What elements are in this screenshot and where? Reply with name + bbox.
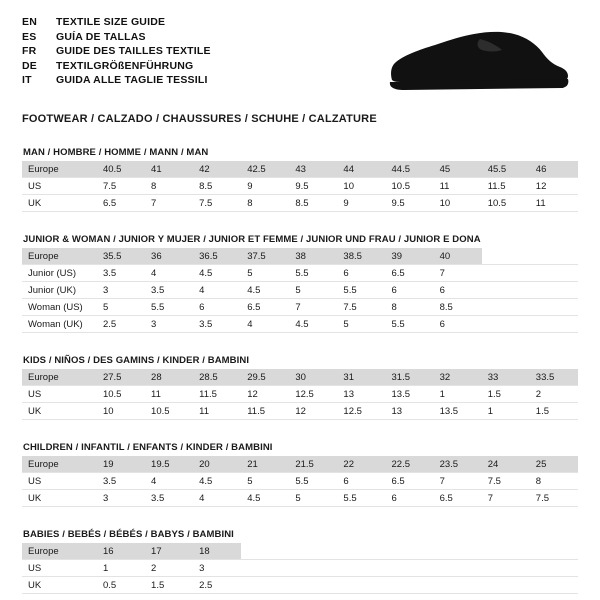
size-cell: 36 — [145, 248, 193, 265]
size-cell: 3.5 — [97, 265, 145, 282]
size-cell: 40 — [434, 248, 482, 265]
size-cell — [530, 577, 578, 594]
size-cell — [482, 265, 530, 282]
size-cell: 10 — [337, 178, 385, 195]
size-cell: 5 — [241, 265, 289, 282]
size-cell: 33 — [482, 369, 530, 386]
size-cell: 12 — [530, 178, 578, 195]
size-cell: 17 — [145, 543, 193, 560]
size-cell: 11.5 — [241, 403, 289, 420]
size-cell — [482, 299, 530, 316]
size-group-label: CHILDREN / INFANTIL / ENFANTS / KINDER / BAMBINI — [23, 442, 273, 453]
size-cell: 18 — [193, 543, 241, 560]
size-cell: 4.5 — [241, 282, 289, 299]
size-cell: 11 — [193, 403, 241, 420]
size-cell: 8.5 — [289, 195, 337, 212]
size-cell: 6 — [337, 473, 385, 490]
size-cell — [386, 543, 434, 560]
size-cell: 33.5 — [530, 369, 578, 386]
size-group-label: BABIES / BEBÉS / BÉBÉS / BABYS / BAMBINI — [23, 529, 234, 540]
size-cell — [289, 543, 337, 560]
table-row — [22, 161, 578, 178]
size-cell: 28.5 — [193, 369, 241, 386]
size-cell: 3.5 — [145, 282, 193, 299]
size-table — [22, 543, 578, 594]
size-cell: 43 — [289, 161, 337, 178]
size-cell: 5 — [337, 316, 385, 333]
size-cell: 5.5 — [337, 490, 385, 507]
table-row — [22, 560, 578, 577]
size-cell: 1 — [434, 386, 482, 403]
size-cell: 8 — [386, 299, 434, 316]
table-row — [22, 490, 578, 507]
row-header: US — [22, 386, 97, 403]
size-cell: 3.5 — [145, 490, 193, 507]
size-cell: 41 — [145, 161, 193, 178]
size-cell: 8.5 — [434, 299, 482, 316]
size-cell: 11 — [145, 386, 193, 403]
size-cell — [241, 560, 289, 577]
size-cell: 2.5 — [97, 316, 145, 333]
row-header: Europe — [22, 369, 97, 386]
size-cell — [530, 299, 578, 316]
size-cell: 7.5 — [337, 299, 385, 316]
size-cell: 4 — [193, 490, 241, 507]
size-cell: 16 — [97, 543, 145, 560]
row-header: Junior (US) — [22, 265, 97, 282]
size-cell: 4 — [145, 265, 193, 282]
size-cell — [482, 560, 530, 577]
size-cell: 38.5 — [337, 248, 385, 265]
size-cell: 11 — [530, 195, 578, 212]
size-cell: 12 — [241, 386, 289, 403]
size-cell: 5.5 — [386, 316, 434, 333]
size-cell: 7.5 — [530, 490, 578, 507]
size-cell: 44.5 — [386, 161, 434, 178]
size-cell: 10.5 — [97, 386, 145, 403]
row-header: Europe — [22, 543, 97, 560]
size-cell: 24 — [482, 456, 530, 473]
language-row — [22, 74, 211, 89]
row-header: US — [22, 178, 97, 195]
row-header: Woman (US) — [22, 299, 97, 316]
language-row — [22, 16, 211, 31]
size-cell: 6 — [337, 265, 385, 282]
language-title: GUIDE DES TAILLES TEXTILE — [56, 45, 211, 57]
size-table — [22, 456, 578, 507]
size-cell: 4 — [145, 473, 193, 490]
size-cell: 28 — [145, 369, 193, 386]
row-header: UK — [22, 403, 97, 420]
row-header: Europe — [22, 456, 97, 473]
size-cell: 6 — [386, 282, 434, 299]
language-title: GUIDA ALLE TAGLIE TESSILI — [56, 74, 208, 86]
size-cell: 8 — [241, 195, 289, 212]
size-cell: 4.5 — [241, 490, 289, 507]
size-cell: 5.5 — [337, 282, 385, 299]
size-group — [22, 355, 578, 420]
size-cell: 20 — [193, 456, 241, 473]
table-row — [22, 473, 578, 490]
size-cell: 21.5 — [289, 456, 337, 473]
size-cell: 2.5 — [193, 577, 241, 594]
size-cell: 3.5 — [97, 473, 145, 490]
size-cell: 4.5 — [289, 316, 337, 333]
size-cell: 32 — [434, 369, 482, 386]
table-row — [22, 577, 578, 594]
size-cell: 19 — [97, 456, 145, 473]
size-cell: 5.5 — [289, 473, 337, 490]
size-cell: 1 — [97, 560, 145, 577]
size-cell: 7.5 — [193, 195, 241, 212]
size-cell: 4.5 — [193, 265, 241, 282]
size-cell — [434, 543, 482, 560]
row-header: UK — [22, 577, 97, 594]
size-cell: 8.5 — [193, 178, 241, 195]
size-cell — [530, 282, 578, 299]
dress-shoe-icon — [384, 30, 570, 97]
row-header: Junior (UK) — [22, 282, 97, 299]
page-title: FOOTWEAR / CALZADO / CHAUSSURES / SCHUHE / CALZATURE — [22, 113, 377, 125]
size-cell — [386, 560, 434, 577]
row-header: Woman (UK) — [22, 316, 97, 333]
row-header: UK — [22, 195, 97, 212]
size-table — [22, 248, 578, 333]
size-group-label: KIDS / NIÑOS / DES GAMINS / KINDER / BAMBINI — [23, 355, 250, 366]
table-row — [22, 248, 578, 265]
size-cell — [530, 265, 578, 282]
language-code: EN — [22, 16, 37, 28]
language-code: ES — [22, 30, 37, 43]
size-cell: 45.5 — [482, 161, 530, 178]
table-row — [22, 195, 578, 212]
size-cell — [482, 577, 530, 594]
size-cell: 39 — [386, 248, 434, 265]
table-row — [22, 265, 578, 282]
size-cell: 4 — [241, 316, 289, 333]
size-cell: 27.5 — [97, 369, 145, 386]
size-cell: 1.5 — [145, 577, 193, 594]
size-cell: 6.5 — [241, 299, 289, 316]
size-cell: 22 — [337, 456, 385, 473]
size-group — [22, 147, 578, 212]
size-cell: 1.5 — [530, 403, 578, 420]
size-cell: 10.5 — [482, 195, 530, 212]
row-header: Europe — [22, 161, 97, 178]
size-cell: 31.5 — [386, 369, 434, 386]
size-cell: 12 — [289, 403, 337, 420]
language-row — [22, 45, 211, 60]
size-cell: 2 — [145, 560, 193, 577]
size-cell: 19.5 — [145, 456, 193, 473]
size-cell: 10.5 — [145, 403, 193, 420]
size-cell: 3 — [97, 490, 145, 507]
size-cell: 11.5 — [193, 386, 241, 403]
size-cell: 22.5 — [386, 456, 434, 473]
size-cell: 8 — [145, 178, 193, 195]
size-cell: 21 — [241, 456, 289, 473]
size-cell: 3 — [97, 282, 145, 299]
size-cell: 7 — [434, 473, 482, 490]
size-cell: 13 — [337, 386, 385, 403]
size-cell — [337, 543, 385, 560]
size-cell: 12.5 — [289, 386, 337, 403]
size-cell: 9.5 — [289, 178, 337, 195]
size-cell — [482, 248, 530, 265]
size-cell: 11.5 — [482, 178, 530, 195]
size-cell: 6.5 — [97, 195, 145, 212]
language-row — [22, 31, 211, 46]
size-group-label: MAN / HOMBRE / HOMME / MANN / MAN — [23, 147, 209, 158]
document-header — [22, 16, 578, 97]
size-cell: 13.5 — [434, 403, 482, 420]
size-group-label: JUNIOR & WOMAN / JUNIOR Y MUJER / JUNIOR ET FEMME / JUNIOR UND FRAU / JUNIOR E DONA — [23, 234, 481, 245]
size-table — [22, 161, 578, 212]
size-cell: 5 — [289, 490, 337, 507]
table-row — [22, 316, 578, 333]
size-cell — [530, 560, 578, 577]
table-row — [22, 299, 578, 316]
table-row — [22, 178, 578, 195]
language-title: GUÍA DE TALLAS — [56, 30, 146, 43]
row-header: US — [22, 473, 97, 490]
size-cell: 8 — [530, 473, 578, 490]
size-cell: 7.5 — [482, 473, 530, 490]
size-cell: 4 — [193, 282, 241, 299]
language-title-list — [22, 16, 211, 89]
table-row — [22, 456, 578, 473]
size-cell: 3 — [145, 316, 193, 333]
size-cell — [434, 560, 482, 577]
size-cell: 38 — [289, 248, 337, 265]
size-cell: 9 — [241, 178, 289, 195]
size-cell: 9 — [337, 195, 385, 212]
size-cell: 2 — [530, 386, 578, 403]
size-cell: 10.5 — [386, 178, 434, 195]
size-cell: 44 — [337, 161, 385, 178]
size-cell — [386, 577, 434, 594]
size-cell: 7 — [434, 265, 482, 282]
size-cell — [241, 577, 289, 594]
size-cell: 31 — [337, 369, 385, 386]
size-cell: 30 — [289, 369, 337, 386]
size-cell: 25 — [530, 456, 578, 473]
size-group — [22, 234, 578, 333]
size-cell: 6 — [193, 299, 241, 316]
size-cell: 6 — [434, 282, 482, 299]
size-cell: 0.5 — [97, 577, 145, 594]
size-cell: 11 — [434, 178, 482, 195]
size-cell: 5 — [97, 299, 145, 316]
size-cell: 6.5 — [434, 490, 482, 507]
size-cell — [530, 543, 578, 560]
size-cell: 46 — [530, 161, 578, 178]
size-cell — [289, 560, 337, 577]
size-cell: 7 — [289, 299, 337, 316]
size-cell: 29.5 — [241, 369, 289, 386]
table-row — [22, 386, 578, 403]
row-header: UK — [22, 490, 97, 507]
size-group — [22, 529, 578, 594]
size-cell: 42 — [193, 161, 241, 178]
size-cell: 37.5 — [241, 248, 289, 265]
size-cell: 1.5 — [482, 386, 530, 403]
row-header: Europe — [22, 248, 97, 265]
size-cell: 40.5 — [97, 161, 145, 178]
size-cell — [482, 543, 530, 560]
size-cell: 7 — [482, 490, 530, 507]
size-cell: 1 — [482, 403, 530, 420]
size-cell: 3 — [193, 560, 241, 577]
size-cell — [482, 316, 530, 333]
size-cell — [289, 577, 337, 594]
language-title: TEXTILE SIZE GUIDE — [56, 16, 166, 28]
size-cell: 3.5 — [193, 316, 241, 333]
size-cell: 42.5 — [241, 161, 289, 178]
size-cell: 23.5 — [434, 456, 482, 473]
size-cell — [530, 316, 578, 333]
size-tables-container — [22, 147, 578, 594]
size-cell: 9.5 — [386, 195, 434, 212]
size-cell: 4.5 — [193, 473, 241, 490]
table-row — [22, 369, 578, 386]
size-cell: 36.5 — [193, 248, 241, 265]
language-code: DE — [22, 59, 37, 72]
size-cell: 7 — [145, 195, 193, 212]
table-row — [22, 543, 578, 560]
size-cell — [434, 577, 482, 594]
size-cell: 6.5 — [386, 473, 434, 490]
size-table — [22, 369, 578, 420]
size-cell: 6.5 — [386, 265, 434, 282]
size-cell — [530, 248, 578, 265]
size-cell — [337, 560, 385, 577]
language-title: TEXTILGRÖßENFÜHRUNG — [56, 59, 194, 72]
size-cell: 13 — [386, 403, 434, 420]
language-code: IT — [22, 74, 32, 86]
size-group — [22, 442, 578, 507]
size-cell: 10 — [97, 403, 145, 420]
size-cell: 6 — [434, 316, 482, 333]
size-cell: 10 — [434, 195, 482, 212]
size-cell: 5 — [241, 473, 289, 490]
size-cell: 35.5 — [97, 248, 145, 265]
size-cell: 5 — [289, 282, 337, 299]
size-cell — [241, 543, 289, 560]
row-header: US — [22, 560, 97, 577]
size-cell — [482, 282, 530, 299]
size-cell — [337, 577, 385, 594]
size-cell: 6 — [386, 490, 434, 507]
table-row — [22, 282, 578, 299]
size-cell: 13.5 — [386, 386, 434, 403]
size-cell: 7.5 — [97, 178, 145, 195]
size-cell: 5.5 — [145, 299, 193, 316]
table-row — [22, 403, 578, 420]
language-code: FR — [22, 45, 37, 57]
size-cell: 45 — [434, 161, 482, 178]
size-cell: 12.5 — [337, 403, 385, 420]
language-row — [22, 60, 211, 75]
size-cell: 5.5 — [289, 265, 337, 282]
